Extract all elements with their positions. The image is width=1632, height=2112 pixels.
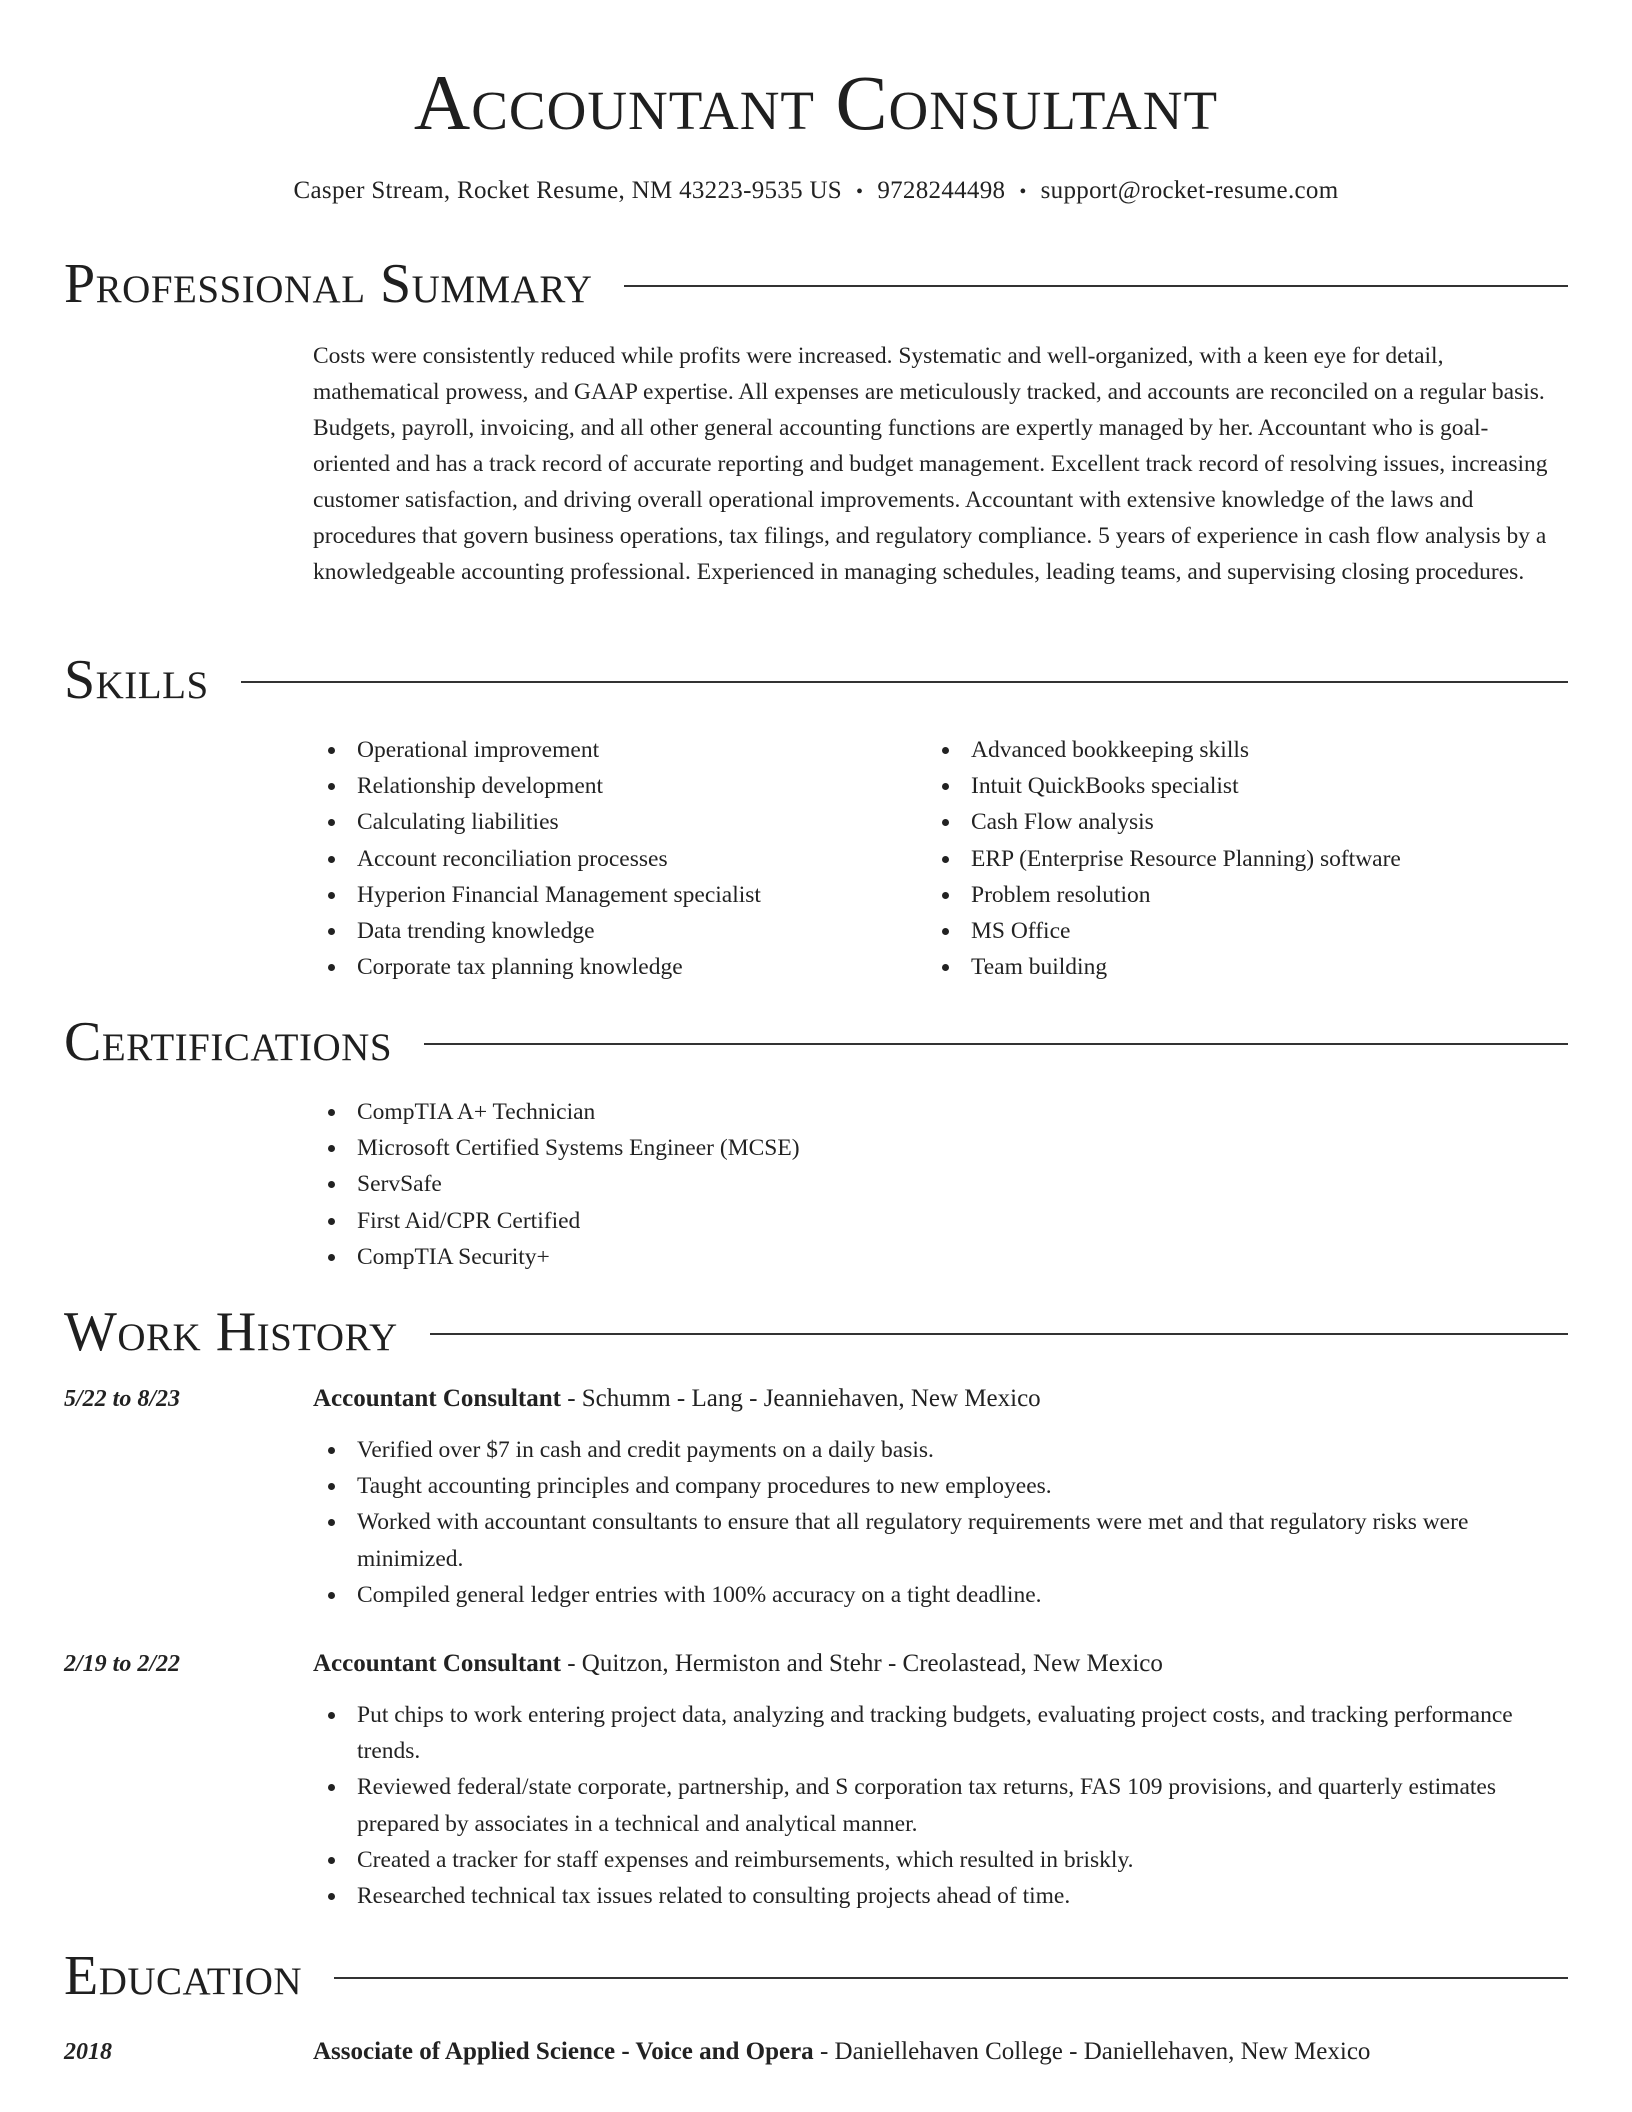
skill-item: Intuit QuickBooks specialist bbox=[927, 768, 1567, 804]
job-title: Accountant Consultant bbox=[313, 1385, 561, 1412]
job-duty-item: Reviewed federal/state corporate, partnership, and S corporation tax returns, FAS 109 provisions, and quarterly estimates prepared by associates in a technical and analytical manner. bbox=[313, 1769, 1563, 1841]
education-year: 2018 bbox=[64, 2039, 112, 2065]
skill-item: Operational improvement bbox=[313, 732, 913, 768]
skill-item: Advanced bookkeeping skills bbox=[927, 732, 1567, 768]
skill-item: ERP (Enterprise Resource Planning) software bbox=[927, 841, 1567, 877]
job-employer: - Schumm - Lang - Jeanniehaven, New Mexico bbox=[560, 1385, 1041, 1412]
skill-item: Account reconciliation processes bbox=[313, 841, 913, 877]
job-duty-item: Put chips to work entering project data, analyzing and tracking budgets, evaluating project costs, and tracking performance trends. bbox=[313, 1697, 1563, 1769]
certification-item: Microsoft Certified Systems Engineer (MCSE) bbox=[313, 1130, 1113, 1166]
education-line bbox=[313, 2034, 1573, 2070]
job-title-line bbox=[313, 1646, 1563, 1682]
job-dates: 2/19 to 2/22 bbox=[64, 1651, 181, 1677]
section-divider bbox=[624, 285, 1568, 287]
summary-heading: Professional Summary bbox=[64, 253, 593, 315]
certification-item: First Aid/CPR Certified bbox=[313, 1203, 1113, 1239]
certification-item: ServSafe bbox=[313, 1166, 1113, 1202]
job-duties-list bbox=[313, 1697, 1563, 1914]
summary-text: Costs were consistently reduced while profits were increased. Systematic and well-organized, with a keen eye for detail, mathematical prowess, and GAAP expertise. All expenses are meticulously tracked, and accounts are reconciled on a regular basis. Budgets, payroll, invoicing, and all other general accounting functions are expertly managed by her. Accountant who is goal-oriented and has a track record of accurate reporting and budget management. Excellent track record of resolving issues, increasing customer satisfaction, and driving overall operational improvements. Accountant with extensive knowledge of the laws and procedures that govern business operations, tax filings, and regulatory compliance. 5 years of experience in cash flow analysis by a knowledgeable accounting professional. Experienced in managing schedules, leading teams, and supervising closing procedures. bbox=[313, 343, 1548, 585]
skill-item: Team building bbox=[927, 949, 1567, 985]
job-duty-item: Taught accounting principles and company procedures to new employees. bbox=[313, 1468, 1563, 1504]
education-school: - Daniellehaven College - Daniellehaven, New Mexico bbox=[813, 2038, 1371, 2065]
skill-item: Cash Flow analysis bbox=[927, 804, 1567, 840]
skill-item: Hyperion Financial Management specialist bbox=[313, 877, 913, 913]
skill-item: Calculating liabilities bbox=[313, 804, 913, 840]
work-history-heading: Work History bbox=[64, 1301, 398, 1363]
job-duty-item: Created a tracker for staff expenses and reimbursements, which resulted in briskly. bbox=[313, 1842, 1563, 1878]
work-history-section-header bbox=[64, 1300, 1568, 1364]
section-divider bbox=[241, 681, 1568, 683]
skills-list-left bbox=[313, 732, 913, 985]
skills-list-right bbox=[927, 732, 1567, 985]
education-section-header bbox=[64, 1944, 1568, 2008]
certifications-list bbox=[313, 1094, 1113, 1275]
job-duty-item: Verified over $7 in cash and credit payments on a daily basis. bbox=[313, 1432, 1563, 1468]
education-heading: Education bbox=[64, 1945, 303, 2007]
contact-address: Casper Stream, Rocket Resume, NM 43223-9535 US bbox=[293, 177, 843, 204]
job-dates: 5/22 to 8/23 bbox=[64, 1386, 181, 1412]
resume-name: Accountant Consultant bbox=[413, 59, 1219, 146]
job-title-line bbox=[313, 1381, 1563, 1417]
summary-section-header bbox=[64, 252, 1568, 316]
skill-item: Relationship development bbox=[313, 768, 913, 804]
job-duty-item: Worked with accountant consultants to ensure that all regulatory requirements were met and that regulatory risks were minimized. bbox=[313, 1504, 1563, 1576]
certifications-section-header bbox=[64, 1010, 1568, 1074]
contact-phone: 9728244498 bbox=[877, 177, 1006, 204]
contact-line bbox=[0, 174, 1632, 209]
job-employer: - Quitzon, Hermiston and Stehr - Creolastead, New Mexico bbox=[560, 1650, 1163, 1677]
section-divider bbox=[424, 1043, 1568, 1045]
certification-item: CompTIA Security+ bbox=[313, 1239, 1113, 1275]
skills-heading: Skills bbox=[64, 649, 209, 711]
contact-separator: • bbox=[1019, 181, 1027, 203]
contact-email: support@rocket-resume.com bbox=[1040, 177, 1339, 204]
certifications-heading: Certifications bbox=[64, 1011, 393, 1073]
certification-item: CompTIA A+ Technician bbox=[313, 1094, 1113, 1130]
skill-item: Data trending knowledge bbox=[313, 913, 913, 949]
section-divider bbox=[430, 1333, 1568, 1335]
skills-section-header bbox=[64, 648, 1568, 712]
job-title: Accountant Consultant bbox=[313, 1650, 561, 1677]
job-duty-item: Compiled general ledger entries with 100% accuracy on a tight deadline. bbox=[313, 1577, 1563, 1613]
skill-item: Corporate tax planning knowledge bbox=[313, 949, 913, 985]
skill-item: MS Office bbox=[927, 913, 1567, 949]
skill-item: Problem resolution bbox=[927, 877, 1567, 913]
job-duties-list bbox=[313, 1432, 1563, 1613]
education-degree: Associate of Applied Science - Voice and Opera bbox=[313, 2038, 814, 2065]
contact-separator: • bbox=[856, 181, 864, 203]
job-duty-item: Researched technical tax issues related to consulting projects ahead of time. bbox=[313, 1878, 1563, 1914]
section-divider bbox=[334, 1977, 1568, 1979]
